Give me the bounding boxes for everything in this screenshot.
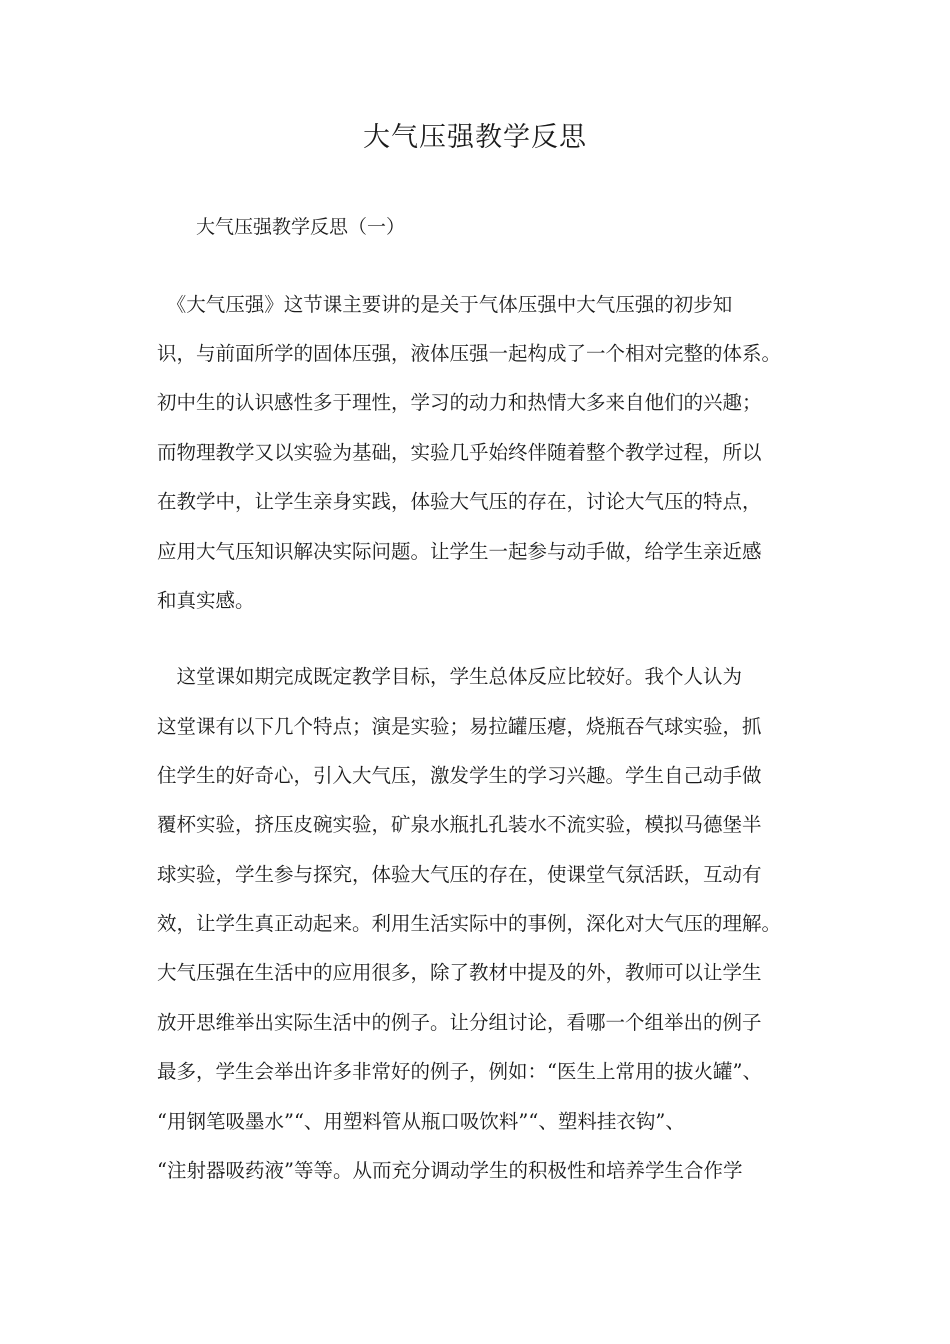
paragraph-line: 放开思维举出实际生活中的例子。让分组讨论，看哪一个组举出的例子 — [157, 1011, 762, 1034]
paragraph-line: 而物理教学又以实验为基础，实验几乎始终伴随着整个教学过程，所以 — [157, 441, 762, 464]
paragraph-line: 应用大气压知识解决实际问题。让学生一起参与动手做，给学生亲近感 — [157, 540, 762, 563]
section-subtitle: 大气压强教学反思（一） — [196, 216, 406, 238]
paragraph-line: 在教学中，让学生亲身实践，体验大气压的存在，讨论大气压的特点， — [157, 490, 762, 513]
paragraph-line: “用钢笔吸墨水”“、用塑料管从瓶口吸饮料”“、塑料挂衣钩”、 — [157, 1110, 685, 1133]
paragraph-line: 《大气压强》这节课主要讲的是关于气体压强中大气压强的初步知 — [157, 293, 733, 316]
paragraph-line: 最多，学生会举出许多非常好的例子，例如：“医生上常用的拔火罐”、 — [157, 1060, 762, 1083]
paragraph-line: 效，让学生真正动起来。利用生活实际中的事例，深化对大气压的理解。 — [157, 912, 782, 935]
paragraph-line: 住学生的好奇心，引入大气压，激发学生的学习兴趣。学生自己动手做 — [157, 764, 762, 787]
document-title: 大气压强教学反思 — [363, 122, 587, 153]
paragraph-line: 这堂课如期完成既定教学目标，学生总体反应比较好。我个人认为 — [157, 665, 743, 688]
paragraph-line: 识，与前面所学的固体压强，液体压强一起构成了一个相对完整的体系。 — [157, 342, 782, 365]
paragraph-line: “注射器吸药液”等等。从而充分调动学生的积极性和培养学生合作学 — [157, 1159, 743, 1182]
paragraph-line: 初中生的认识感性多于理性，学习的动力和热情大多来自他们的兴趣； — [157, 391, 762, 414]
paragraph-line: 这堂课有以下几个特点；演是实验；易拉罐压瘪，烧瓶吞气球实验，抓 — [157, 715, 762, 738]
paragraph-line: 和真实感。 — [157, 589, 255, 612]
paragraph-line: 球实验，学生参与探究，体验大气压的存在，使课堂气氛活跃，互动有 — [157, 863, 762, 886]
paragraph-line: 覆杯实验，挤压皮碗实验，矿泉水瓶扎孔装水不流实验，模拟马德堡半 — [157, 813, 762, 836]
paragraph-line: 大气压强在生活中的应用很多，除了教材中提及的外，教师可以让学生 — [157, 961, 762, 984]
